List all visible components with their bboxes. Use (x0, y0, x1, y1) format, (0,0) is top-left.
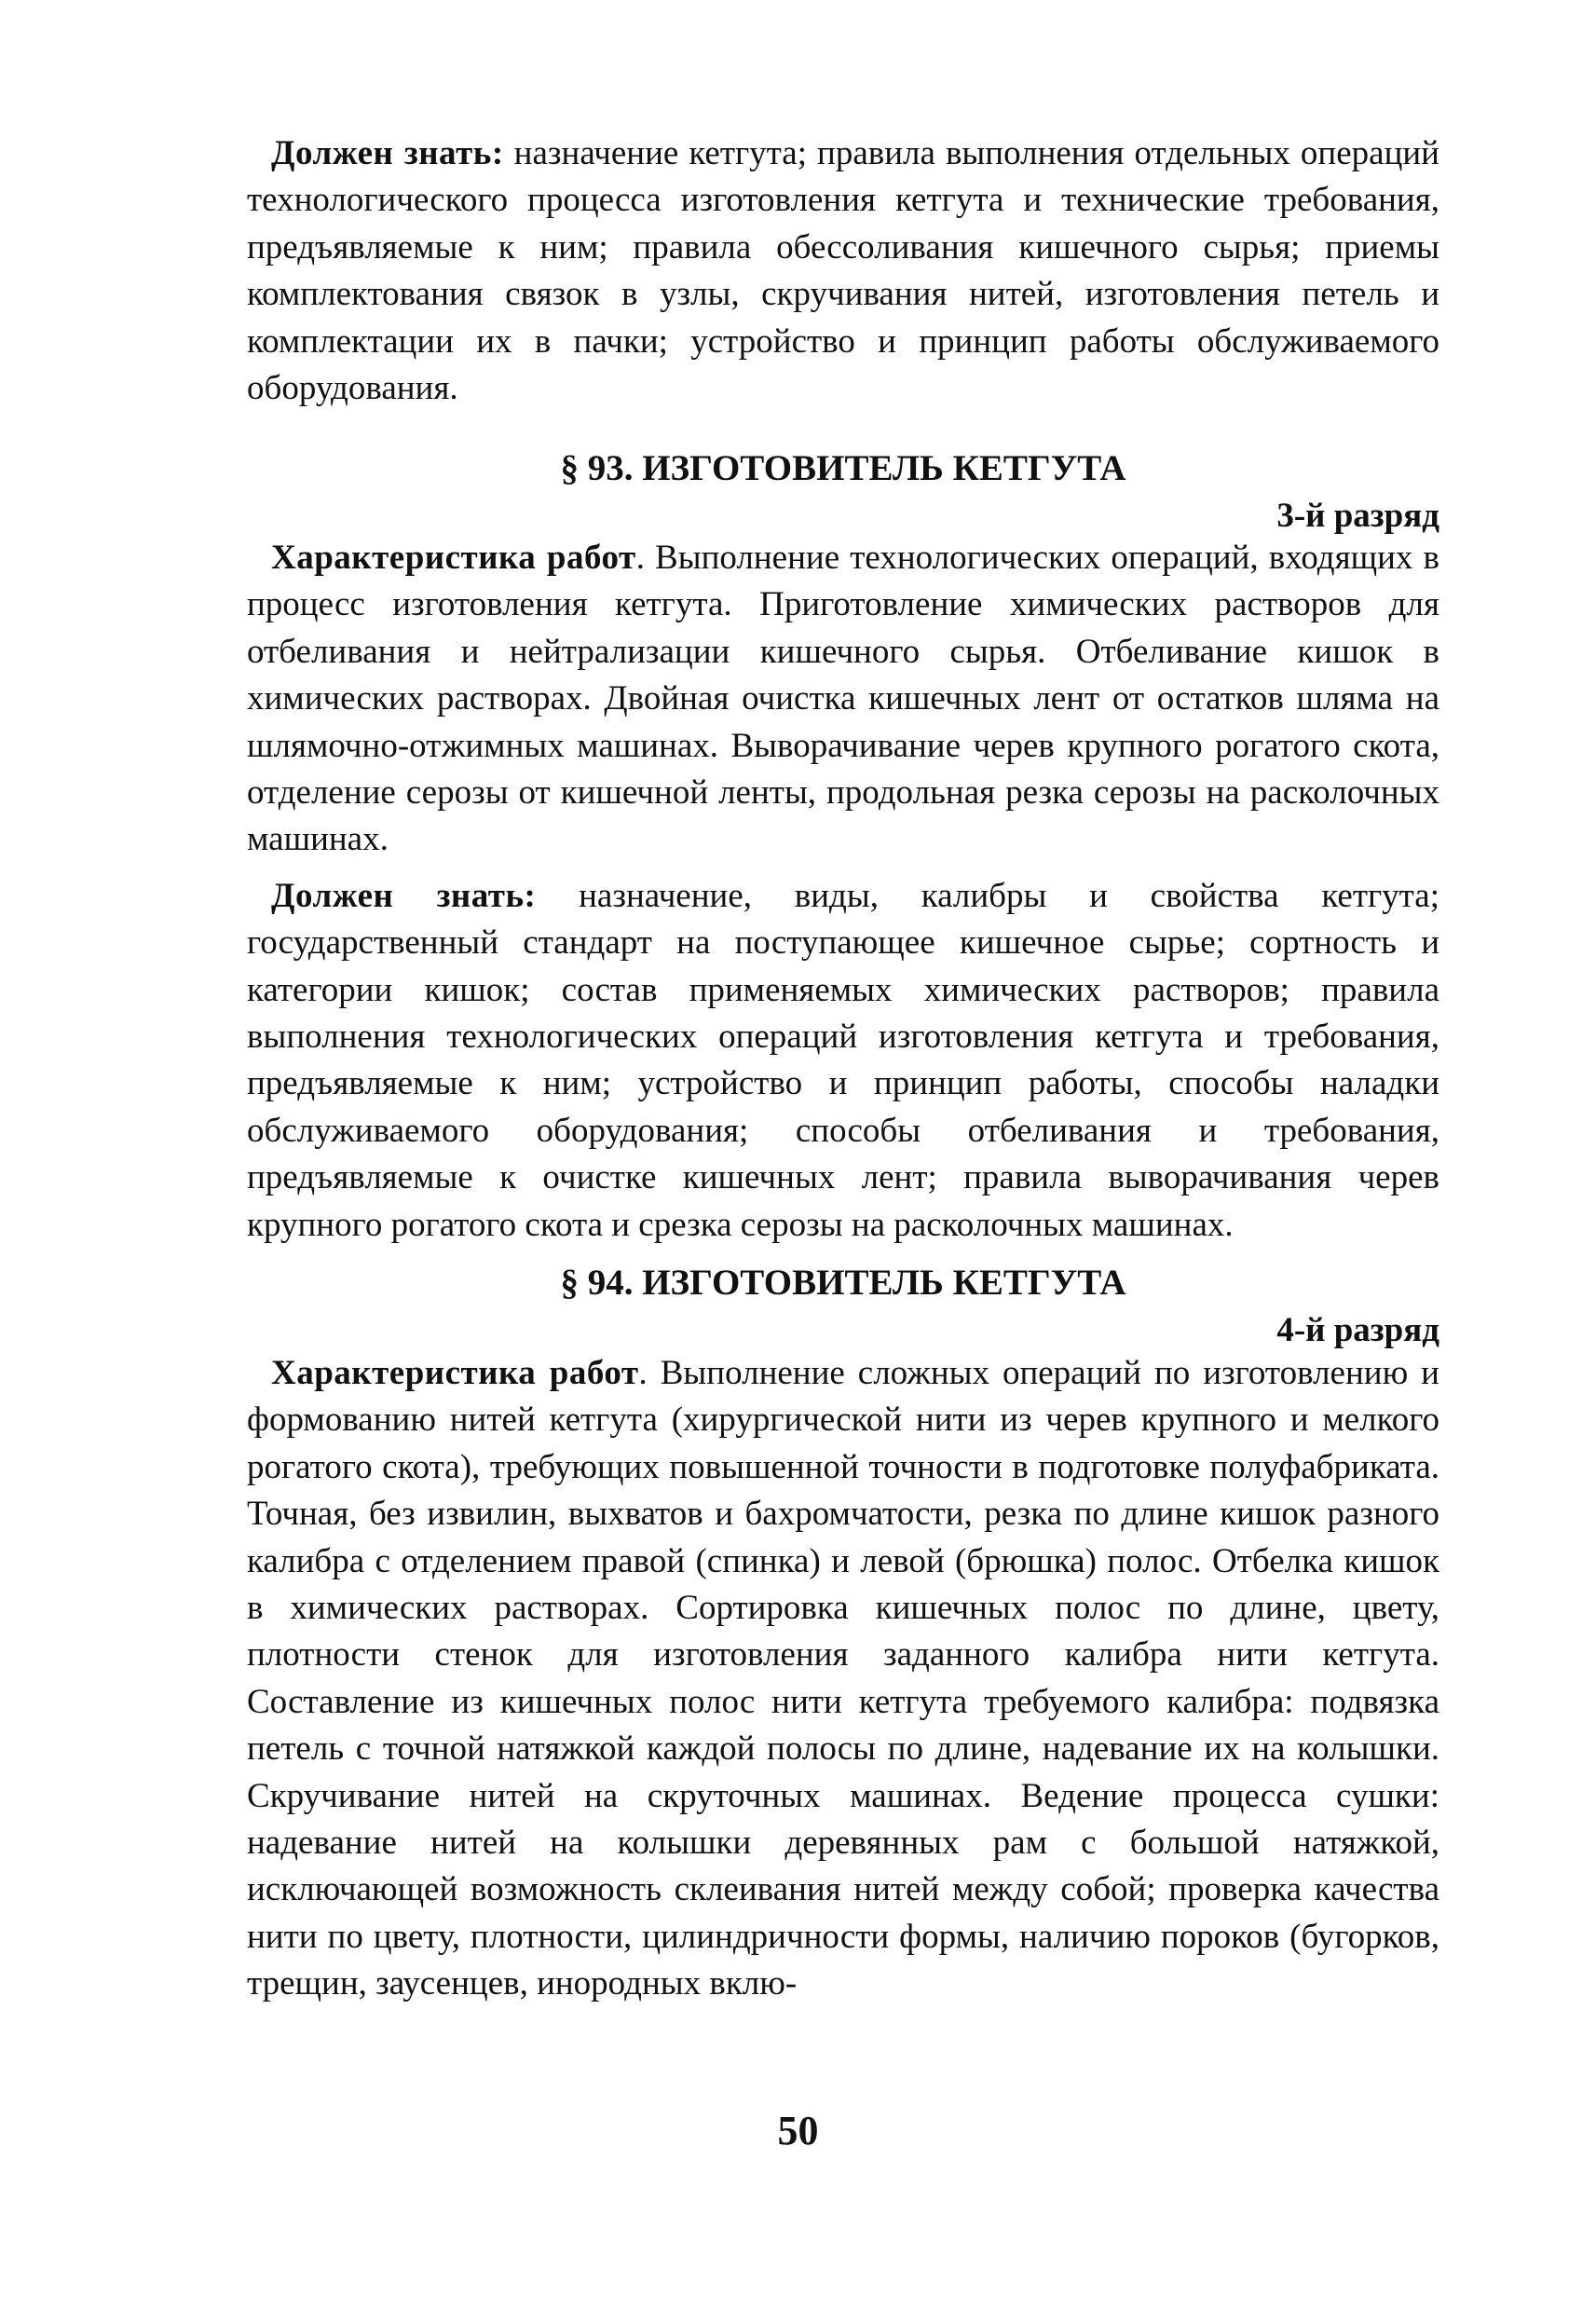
section-93-body (247, 535, 1439, 1249)
work-characteristics-text: . Выполнение технологических операций, входящих в процесс изготовления кетгута. Приготовление химических растворов для отбеливания и нейтрализации кишечного сырья. Отбеливание кишок в химических растворах. Двойная очистка кишечных лент от остатков шляма на шлямочно-отжимных машинах. Выворачивание черев крупного рогатого скота, отделение серозы от кишечной ленты, продольная резка серозы на расколочных машинах. (247, 539, 1439, 859)
work-characteristics-text: . Выполнение сложных операций по изготовлению и формованию нитей кетгута (хирургической нити из черев крупного и мелкого рогатого скота), требующих повышенной точности в подготовке полуфабриката. Точная, без извилин, выхватов и бахромчатости, резка по длине кишок разного калибра с отделением правой (спинка) и левой (брюшка) полос. Отбелка кишок в химических растворах. Сортировка кишечных полос по длине, цвету, плотности стенок для изготовления заданного калибра нити кетгута. Составление из кишечных полос нити кетгута требуемого калибра: подвязка петель с точной натяжкой каждой полосы по длине, надевание их на колышки. Скручивание нитей на скруточных машинах. Ведение процесса сушки: надевание нитей на колышки деревянных рам с большой натяжкой, исключающей возможность склеивания нитей между собой; проверка качества нити по цвету, плотности, цилиндричности формы, наличию пороков (бугорков, трещин, заусенцев, инородных вклю- (247, 1354, 1439, 2003)
requirements-paragraph (247, 130, 1439, 412)
work-characteristics-paragraph (247, 535, 1439, 864)
section-92-continuation (247, 130, 1439, 412)
page-number: 50 (777, 2108, 819, 2153)
requirements-text: назначение кетгута; правила выполнения отдельных операций технологического процесса изготовления кетгута и технические требования, предъявляемые к ним; правила обессоливания кишечного сырья; приемы комплектования связок в узлы, скручивания нитей, изготовления петель и комплектации их в пачки; устройство и принцип работы обслуживаемого оборудования. (247, 134, 1439, 408)
section-94-title: § 94. ИЗГОТОВИТЕЛЬ КЕТГУТА (560, 1263, 1126, 1303)
requirements-lead: Должен знать: (271, 134, 504, 172)
requirements-paragraph (247, 873, 1439, 1249)
section-93-grade: 3-й разряд (1276, 497, 1439, 535)
work-characteristics-lead: Характеристика работ (271, 539, 636, 577)
requirements-lead: Должен знать: (271, 876, 537, 915)
requirements-text: назначение, виды, калибры и свойства кетгута; государственный стандарт на поступающее кишечное сырье; сортность и категории кишок; состав применяемых химических растворов; правила выполнения технологических операций изготовления кетгута и требования, предъявляемые к ним; устройство и принцип работы, способы наладки обслуживаемого оборудования; способы отбеливания и требования, предъявляемые к очистке кишечных лент; правила выворачивания черев крупного рогатого скота и срезка серозы на расколочных машинах. (247, 876, 1439, 1244)
section-94-body (247, 1350, 1439, 2008)
work-characteristics-lead: Характеристика работ (271, 1354, 639, 1392)
section-93-title: § 93. ИЗГОТОВИТЕЛЬ КЕТГУТА (560, 448, 1126, 488)
work-characteristics-paragraph (247, 1350, 1439, 2008)
section-94-grade: 4-й разряд (1276, 1311, 1439, 1349)
